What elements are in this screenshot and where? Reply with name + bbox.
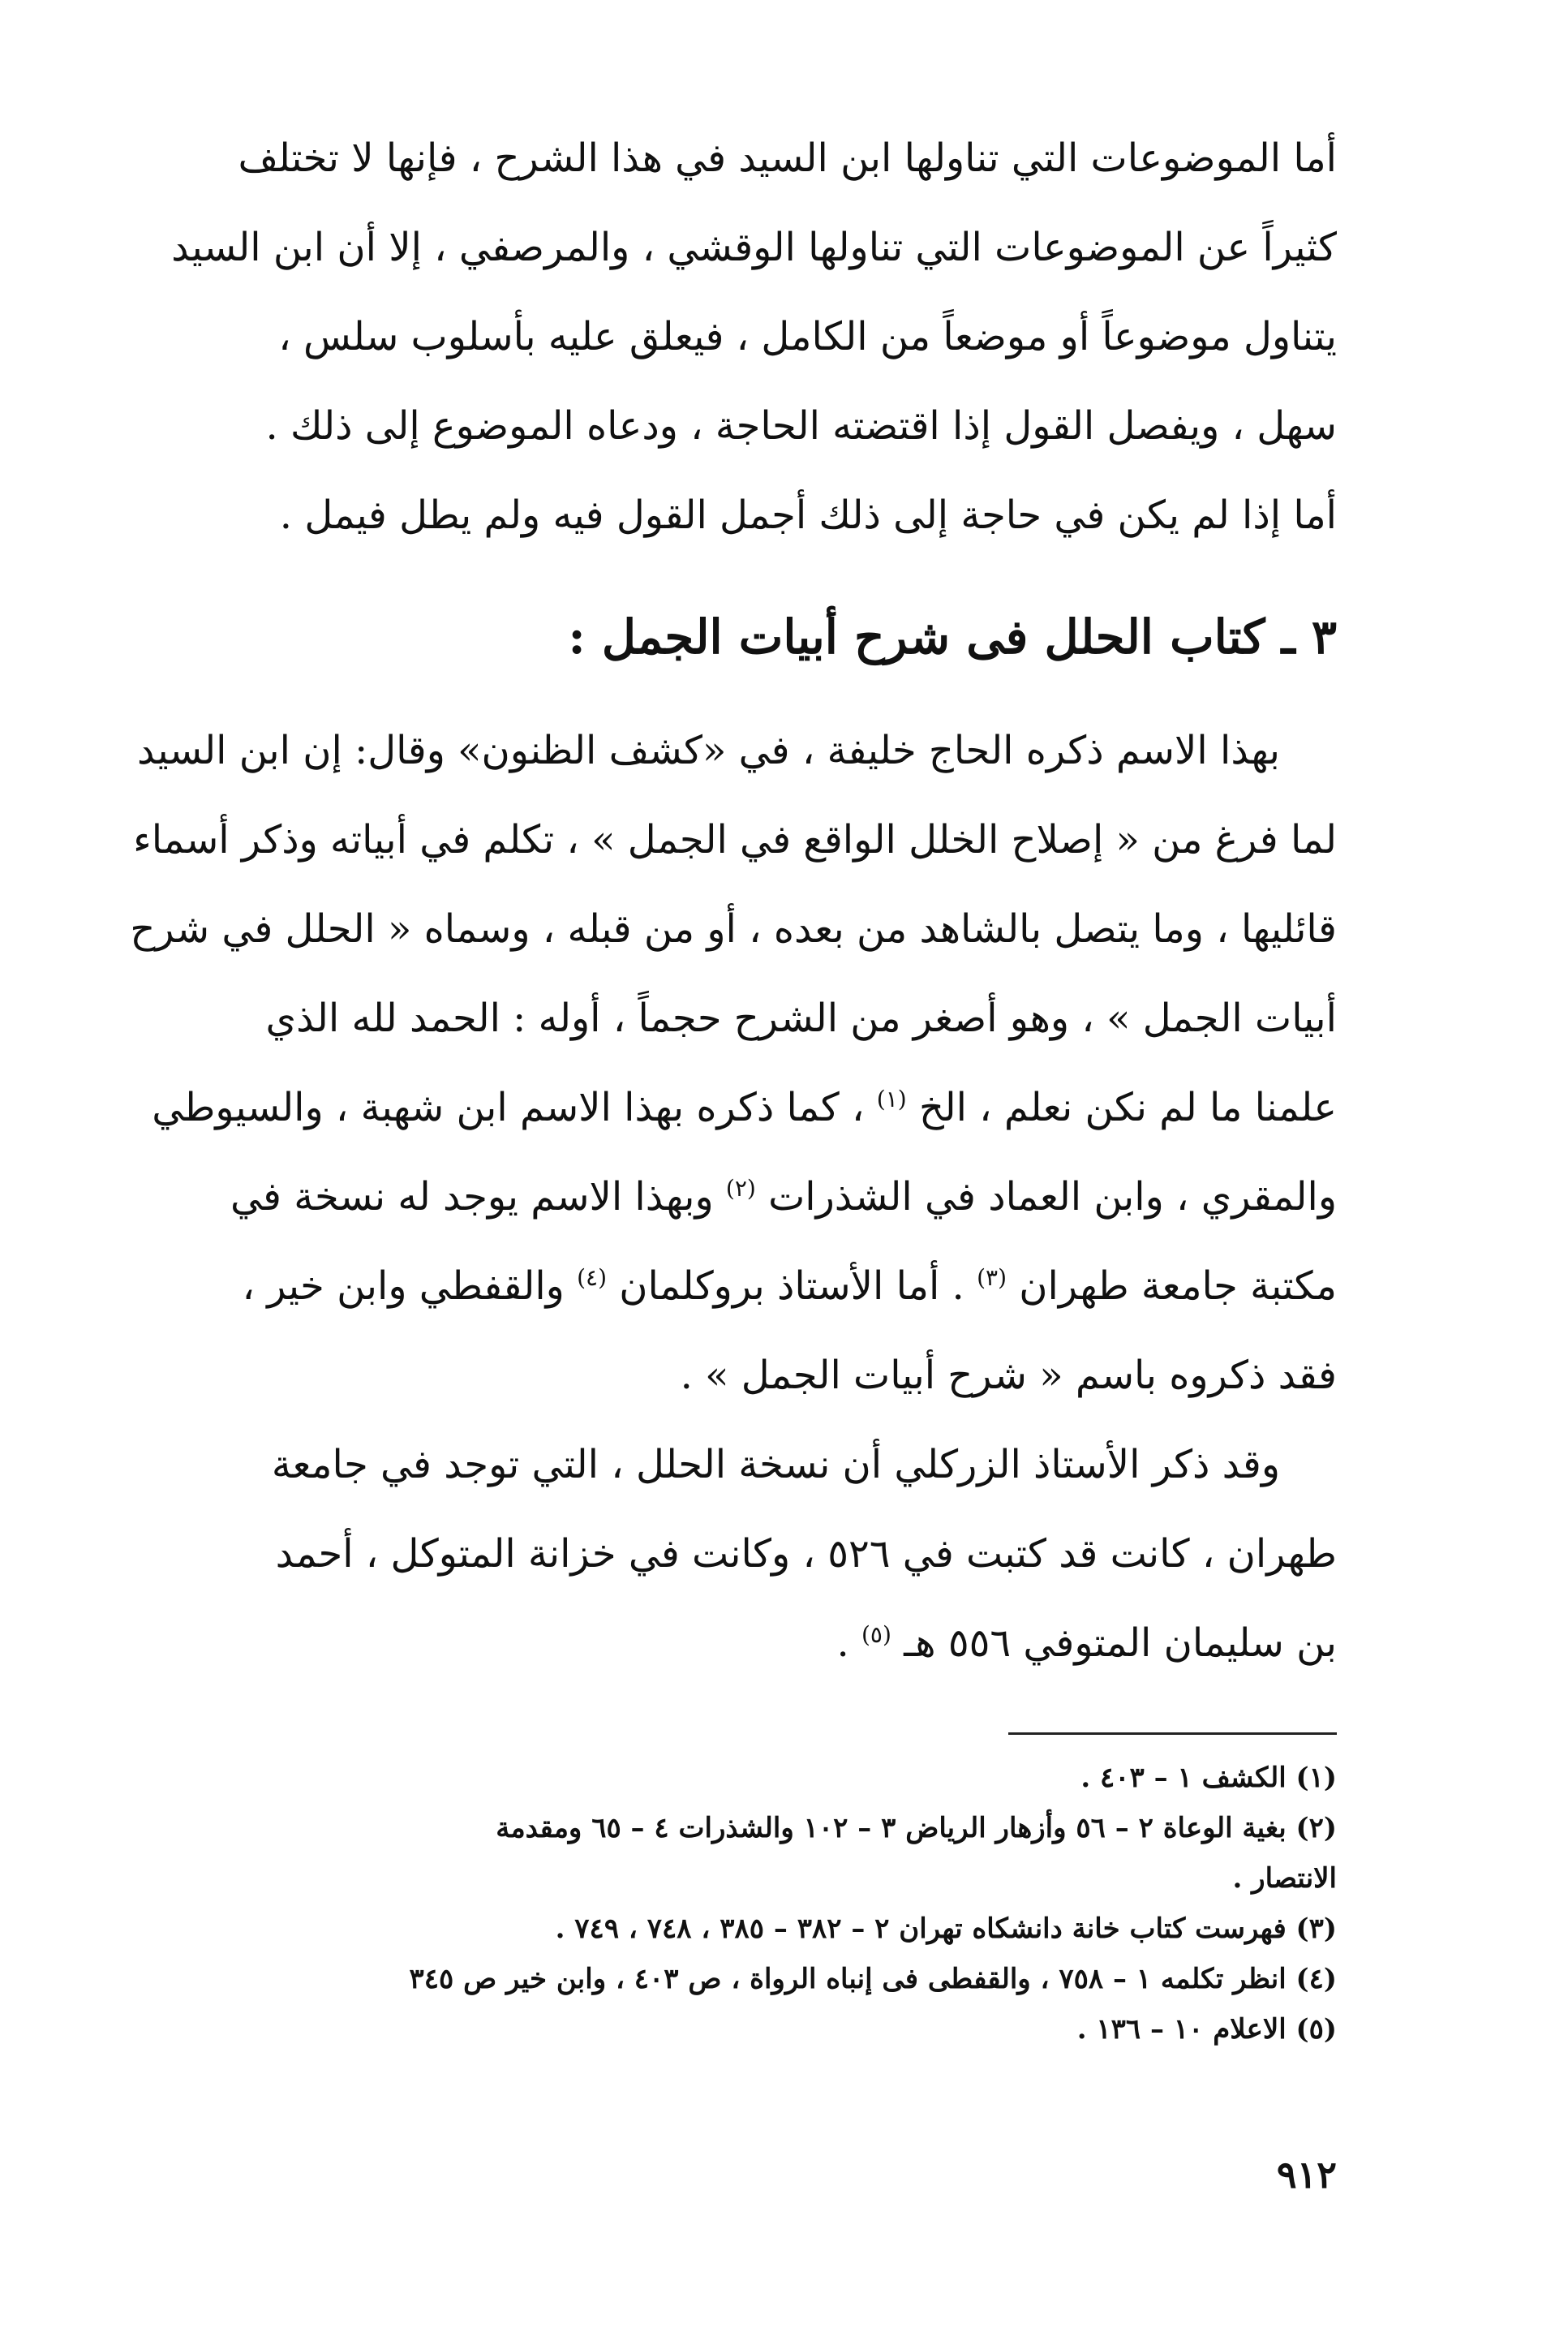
section-heading: ٣ ـ كتاب الحلل فى شرح أبيات الجمل :: [568, 609, 1337, 665]
paragraph-1: [130, 706, 1337, 1420]
text-segment: ، كما ذكره بهذا الاسم ابن شهبة ، والسيوطي: [152, 1085, 865, 1130]
text-line: سهل ، ويفصل القول إذا اقتضته الحاجة ، ودعاه الموضوع إلى ذلك .: [265, 403, 1337, 449]
text-line: [230, 1152, 1337, 1241]
text-line: أما الموضوعات التي تناولها ابن السيد في هذا الشرح ، فإنها لا تختلف: [238, 136, 1337, 181]
text-line: كثيراً عن الموضوعات التي تناولها الوقشي ، والمرصفي ، إلا أن ابن السيد: [171, 225, 1337, 270]
text-line: [152, 1063, 1337, 1152]
footnote-ref: (٤): [577, 1264, 608, 1291]
text-line: لما فرغ من « إصلاح الخلل الواقع في الجمل » ، تكلم في أبياته وذكر أسماء: [133, 817, 1337, 863]
text-segment: والقفطي وابن خير ،: [242, 1263, 565, 1309]
footnote-3: (٣) فهرست كتاب خانة دانشكاه تهران ٢ – ٣٨٢ – ٣٨٥ ، ٧٤٨ ، ٧٤٩ .: [555, 1913, 1337, 1945]
text-line: أما إذا لم يكن في حاجة إلى ذلك أجمل القول فيه ولم يطل فيمل .: [279, 493, 1337, 538]
text-line: [234, 1241, 1337, 1331]
footnotes: [234, 1753, 1337, 2055]
text-line: طهران ، كانت قد كتبت في ٥٢٦ ، وكانت في خزانة المتوكل ، أحمد: [275, 1531, 1337, 1577]
footnote-ref: (٢): [725, 1175, 756, 1202]
text-segment: علمنا ما لم نكن نعلم ، الخ: [918, 1085, 1337, 1130]
footnote-ref: (٥): [861, 1621, 891, 1648]
text-segment: . أما الأستاذ بروكلمان: [619, 1263, 964, 1309]
footnote-1: (١) الكشف ١ – ٤٠٣ .: [1080, 1762, 1337, 1794]
footnote-ref: (١): [876, 1086, 907, 1112]
text-segment: مكتبة جامعة طهران: [1019, 1263, 1337, 1309]
intro-paragraph: [171, 114, 1337, 560]
text-line: أبيات الجمل » ، وهو أصغر من الشرح حجماً ، أوله : الحمد لله الذي: [265, 996, 1337, 1041]
footnote-ref: (٣): [977, 1264, 1007, 1291]
text-segment: بن سليمان المتوفي ٥٥٦ هـ: [904, 1620, 1337, 1666]
text-line: فقد ذكروه باسم « شرح أبيات الجمل » .: [680, 1353, 1337, 1398]
text-line: بهذا الاسم ذكره الحاج خليفة ، في «كشف الظنون» وقال: إن ابن السيد: [137, 728, 1280, 773]
footnote-2: (٢) بغية الوعاة ٢ – ٥٦ وأزهار الرياض ٣ – ١٠٢ والشذرات ٤ – ٦٥ ومقدمة: [496, 1812, 1337, 1844]
text-line: وقد ذكر الأستاذ الزركلي أن نسخة الحلل ، التي توجد في جامعة: [271, 1442, 1280, 1487]
text-segment: .: [836, 1620, 849, 1666]
footnote-5: (٥) الاعلام ١٠ – ١٣٦ .: [1076, 2013, 1337, 2046]
footnote-4: (٤) انظر تكلمه ١ – ٧٥٨ ، والقفطى فى إنباه الرواة ، ص ٤٠٣ ، وابن خير ص ٣٤٥: [409, 1963, 1337, 1995]
footnote-divider: [1008, 1732, 1337, 1735]
paragraph-2: [234, 1420, 1337, 1688]
text-line: قائليها ، وما يتصل بالشاهد من بعده ، أو من قبله ، وسماه « الحلل في شرح: [130, 906, 1337, 952]
text-line: [234, 1598, 1337, 1688]
text-line: يتناول موضوعاً أو موضعاً من الكامل ، فيعلق عليه بأسلوب سلس ،: [278, 314, 1337, 359]
footnote-2-continued: الانتصار .: [1232, 1862, 1337, 1895]
page-number: ٩١٢: [1276, 2153, 1337, 2197]
text-segment: والمقري ، وابن العماد في الشذرات: [768, 1174, 1337, 1220]
text-segment: وبهذا الاسم يوجد له نسخة في: [230, 1174, 714, 1220]
